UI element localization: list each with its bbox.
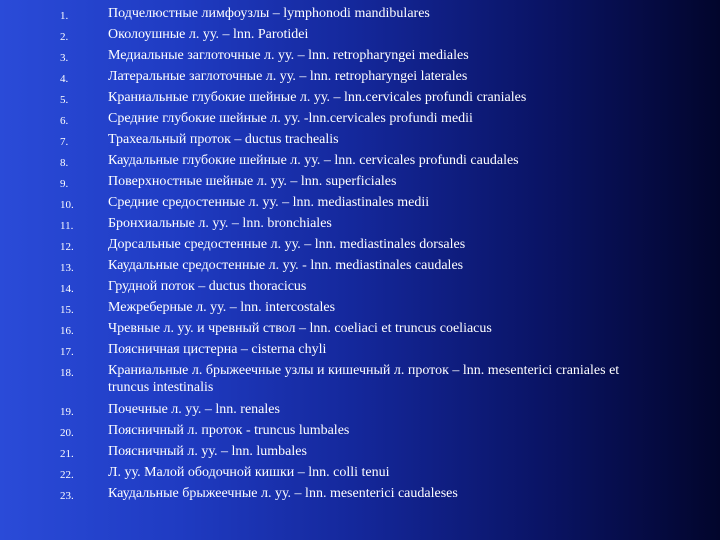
list-item <box>0 215 720 236</box>
item-number: 21. <box>60 448 74 460</box>
item-text: Поясничная цистерна – cisterna chyli <box>108 342 327 357</box>
item-number: 20. <box>60 427 74 439</box>
list-item <box>0 320 720 341</box>
item-text: Медиальные заглоточные л. уу. – lnn. retropharyngei mediales <box>108 48 469 63</box>
item-number: 1. <box>60 10 69 22</box>
list-item <box>0 131 720 152</box>
item-number: 2. <box>60 31 69 43</box>
list-item <box>0 443 720 464</box>
item-text: Средние глубокие шейные л. уу. -lnn.cervicales profundi medii <box>108 111 473 126</box>
item-text: Каудальные брыжеечные л. уу. – lnn. mesenterici caudaleses <box>108 486 458 501</box>
item-number: 7. <box>60 136 69 148</box>
item-number: 16. <box>60 325 74 337</box>
list-item <box>0 68 720 89</box>
list-item <box>0 257 720 278</box>
item-number: 5. <box>60 94 69 106</box>
list-item <box>0 299 720 320</box>
item-text: Краниальные л. брыжеечные узлы и кишечный л. проток – lnn. mesenterici craniales et truncus intestinalis <box>108 363 620 395</box>
item-number: 17. <box>60 346 74 358</box>
item-text: Трахеальный проток – ductus trachealis <box>108 132 339 147</box>
list-item <box>0 485 720 506</box>
item-number: 13. <box>60 262 74 274</box>
item-text: Чревные л. уу. и чревный ствол – lnn. coeliaci et truncus coeliacus <box>108 321 492 336</box>
item-number: 22. <box>60 469 74 481</box>
item-number: 3. <box>60 52 69 64</box>
list-item <box>0 422 720 443</box>
item-text: Поясничный л. уу. – lnn. lumbales <box>108 444 307 459</box>
item-text: Поверхностные шейные л. уу. – lnn. superficiales <box>108 174 397 189</box>
item-number: 14. <box>60 283 74 295</box>
item-text: Каудальные средостенные л. уу. - lnn. mediastinales caudales <box>108 258 464 273</box>
item-text: Бронхиальные л. уу. – lnn. bronchiales <box>108 216 332 231</box>
item-number: 15. <box>60 304 74 316</box>
list-item <box>0 26 720 47</box>
item-text: Дорсальные средостенные л. уу. – lnn. mediastinales dorsales <box>108 237 466 252</box>
list-item <box>0 341 720 362</box>
item-number: 8. <box>60 157 69 169</box>
item-number: 19. <box>60 406 74 418</box>
slide <box>0 5 720 535</box>
list-item <box>0 173 720 194</box>
item-number: 23. <box>60 490 74 502</box>
list-item <box>0 5 720 26</box>
item-number: 11. <box>60 220 74 232</box>
list-item <box>0 194 720 215</box>
item-text: Грудной поток – ductus thoracicus <box>108 279 307 294</box>
item-number: 18. <box>60 367 74 379</box>
item-number: 6. <box>60 115 69 127</box>
item-text: Поясничный л. проток - truncus lumbales <box>108 423 350 438</box>
list-item <box>0 89 720 110</box>
item-text: Околоушные л. уу. – lnn. Parotidei <box>108 27 309 42</box>
item-text: Межреберные л. уу. – lnn. intercostales <box>108 300 336 315</box>
item-number: 4. <box>60 73 69 85</box>
list-item <box>0 464 720 485</box>
item-text: Средние средостенные л. уу. – lnn. mediastinales medii <box>108 195 430 210</box>
item-text: Каудальные глубокие шейные л. уу. – lnn. cervicales profundi caudales <box>108 153 519 168</box>
item-text: Почечные л. уу. – lnn. renales <box>108 402 280 417</box>
item-number: 10. <box>60 199 74 211</box>
item-number: 9. <box>60 178 69 190</box>
list-item <box>0 47 720 68</box>
item-text: Подчелюстные лимфоузлы – lymphonodi mandibulares <box>108 6 430 21</box>
item-number: 12. <box>60 241 74 253</box>
list-item <box>0 401 720 422</box>
list-item <box>0 110 720 131</box>
list-item <box>0 236 720 257</box>
list-item <box>0 278 720 299</box>
list-item <box>0 152 720 173</box>
item-text: Латеральные заглоточные л. уу. – lnn. retropharyngei laterales <box>108 69 468 84</box>
item-text: Краниальные глубокие шейные л. уу. – lnn.cervicales profundi craniales <box>108 90 527 105</box>
list-item <box>0 362 720 396</box>
item-text: Л. уу. Малой ободочной кишки – lnn. colli tenui <box>108 465 390 480</box>
